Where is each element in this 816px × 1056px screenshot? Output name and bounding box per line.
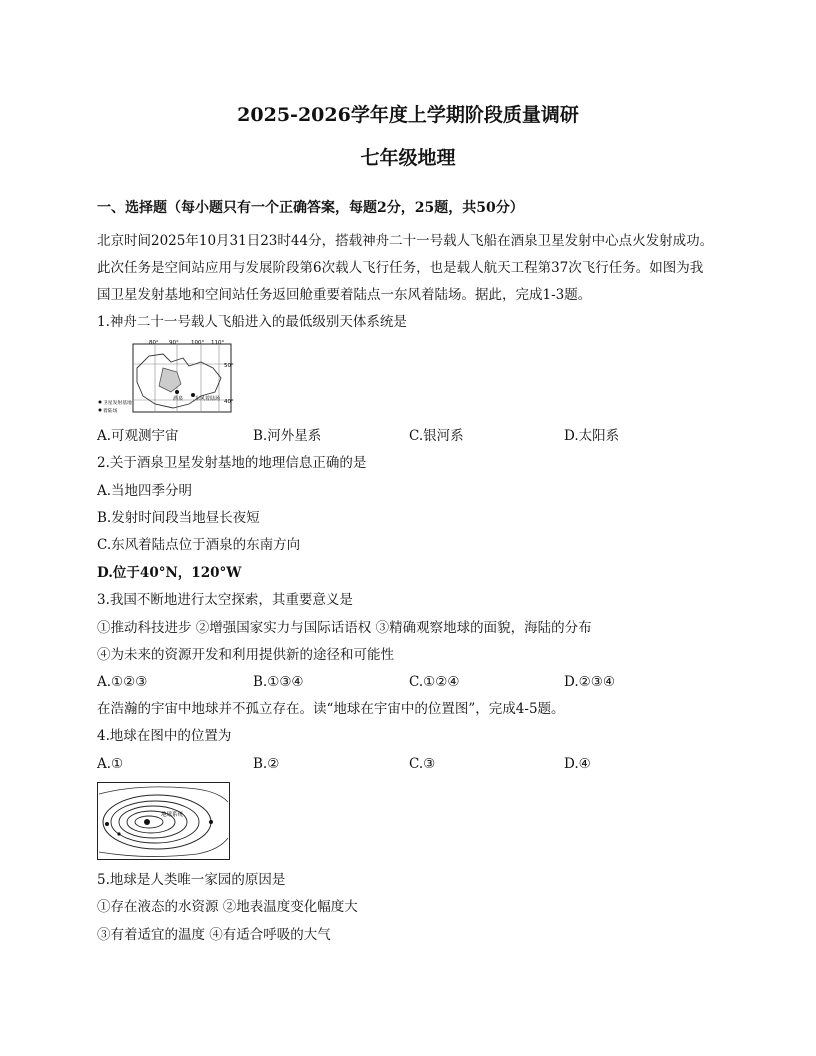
q5-items-line: ③有着适宜的温度 ④有适合呼吸的大气 [97,927,331,943]
passage1-line: 国卫星发射基地和空间站任务返回舱重要着陆点一东风着陆场。据此，完成1-3题。 [97,287,592,303]
map-lon-label: 110° [211,340,225,346]
sun-icon [144,819,150,825]
q5-items-line: ①存在液态的水资源 ②地表温度变化幅度大 [97,899,358,915]
passage2: 在浩瀚的宇宙中地球并不孤立存在。读“地球在宇宙中的位置图”，完成4-5题。 [97,701,565,717]
q5-stem: 5.地球是人类唯一家园的原因是 [97,872,286,888]
q2-option-a: A.当地四季分明 [97,483,193,499]
q1-option-a: A.可观测宇宙 [97,428,179,444]
exam-subject: 七年级地理 [360,147,456,169]
map-place-label: 酒泉 [173,396,184,402]
map-lon-label: 100° [191,340,205,346]
q1-option-c: C.银河系 [409,428,464,444]
launch-site-marker [175,390,179,394]
q1-option-d: D.太阳系 [564,428,620,444]
q4-option-c: C.③ [409,756,436,772]
section-heading: 一、选择题（每小题只有一个正确答案，每题2分，25题，共50分） [97,200,524,216]
q3-option-a: A.①②③ [97,674,148,690]
passage1-line: 北京时间2025年10月31日23时44分，搭载神舟二十一号载人飞船在酒泉卫星发射中心点火发射成功。 [97,233,714,249]
q2-option-b: B.发射时间段当地昼长夜短 [97,510,260,526]
q1-stem: 1.神舟二十一号载人飞船进入的最低级别天体系统是 [97,314,407,330]
earth-in-universe-figure [97,782,230,860]
q4-option-d: D.④ [564,756,591,772]
q2-option-c: C.东风着陆点位于酒泉的东南方向 [97,537,301,553]
q3-items-line: ④为未来的资源开发和利用提供新的途径和可能性 [97,647,394,663]
orbit-figure-label: 地球系统 [161,812,184,818]
q4-option-a: A.① [97,756,124,772]
q3-option-b: B.①③④ [253,674,304,690]
map-lat-label: 40° [224,399,234,405]
q2-option-d: D.位于40°N，120°W [97,565,242,581]
map-place-label: 东风着陆场 [195,396,221,402]
exam-title: 2025-2026学年度上学期阶段质量调研 [237,104,579,126]
q1-option-b: B.河外星系 [253,428,322,444]
map-lon-label: 80° [149,340,159,346]
map-legend-item: 卫星发射基地 [103,401,132,406]
q3-option-d: D.②③④ [564,674,615,690]
q3-option-c: C.①②④ [409,674,460,690]
q2-stem: 2.关于酒泉卫星发射基地的地理信息正确的是 [97,455,367,471]
launch-site-map [97,338,237,416]
q3-stem: 3.我国不断地进行太空探索，其重要意义是 [97,592,353,608]
map-lon-label: 90° [169,340,179,346]
q3-items-line: ①推动科技进步 ②增强国家实力与国际话语权 ③精确观察地球的面貌，海陆的分布 [97,620,592,636]
map-legend-item: 着陆场 [103,409,118,414]
q4-option-b: B.② [253,756,280,772]
passage1-line: 此次任务是空间站应用与发展阶段第6次载人飞行任务，也是载人航天工程第37次飞行任务。如图为我 [97,260,704,276]
map-lat-label: 50° [224,363,234,369]
q4-stem: 4.地球在图中的位置为 [97,728,232,744]
